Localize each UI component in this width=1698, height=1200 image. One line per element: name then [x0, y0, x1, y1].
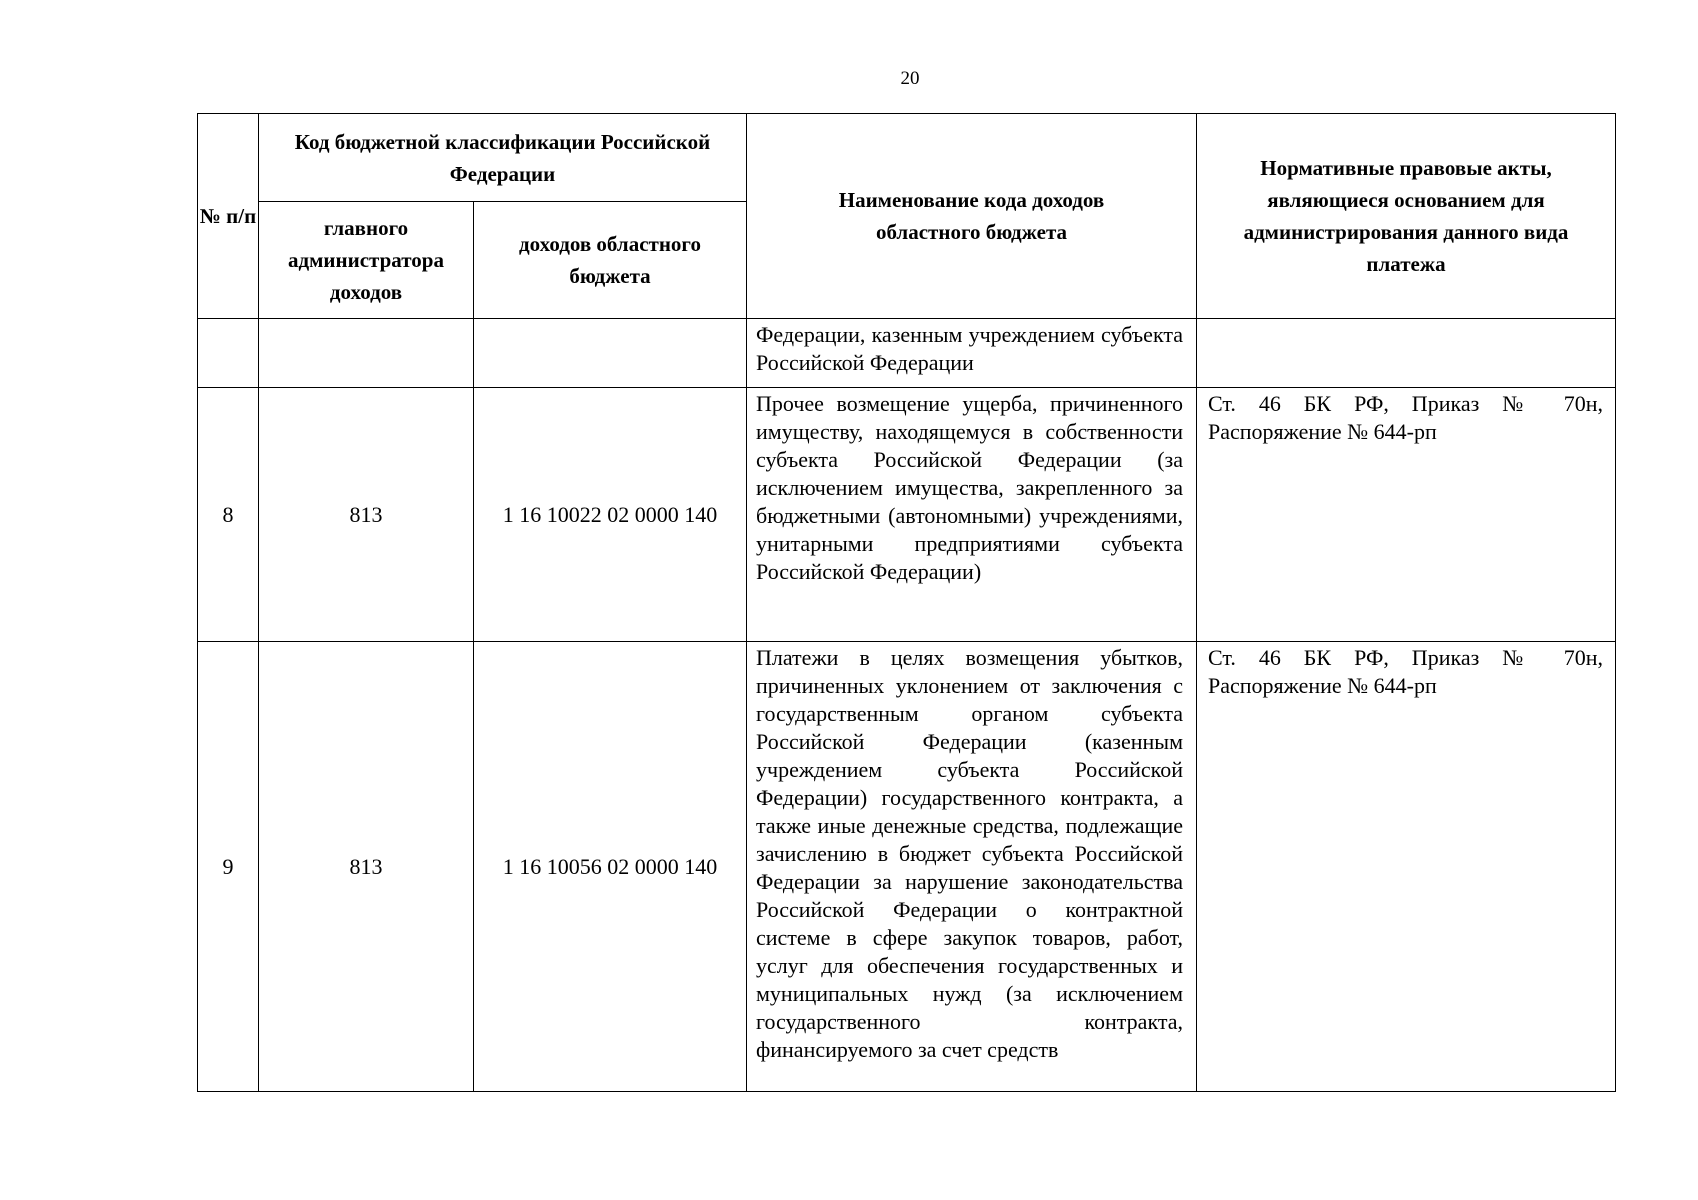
table-row: [198, 319, 1616, 388]
revenue-code: 1 16 10056 02 0000 140: [474, 642, 747, 1092]
revenue-code: [474, 319, 747, 388]
revenue-name-cell: [747, 642, 1197, 1092]
table-row: [198, 388, 1616, 642]
header-legal-acts: Нормативные правовые акты, являющиеся основанием для администрирования данного вида платежа: [1197, 114, 1616, 319]
header-number: № п/п: [198, 114, 259, 319]
chief-admin-code: 813: [259, 388, 474, 642]
revenue-name: Прочее возмещение ущерба, причиненного имуществу, находящемуся в собственности субъекта Российской Федерации (за исключением имущества, закрепленного за бюджетными (автономными) учреждениями, унитарными предприятиями субъекта Российской Федерации): [747, 388, 1197, 642]
revenue-name: Федерации, казенным учреждением субъекта Российской Федерации: [747, 319, 1197, 388]
row-number: 8: [198, 388, 259, 642]
header-kbk-group: Код бюджетной классификации Российской Федерации: [259, 114, 747, 202]
revenue-name: Платежи в целях возмещения убытков, причиненных уклонением от заключения с государственным органом субъекта Российской Федерации (казенным учреждением субъекта Российской Федерации) государственного контракта, а также иные денежные средства, подлежащие зачислению в бюджет субъекта Российской Федерации за нарушение законодательства Российской Федерации о контрактной системе в сфере закупок товаров, работ, услуг для обеспечения государственных и муниципальных нужд (за исключением государственного контракта, финансируемого за счет средств: [756, 645, 1183, 1062]
legal-acts: Ст. 46 БК РФ, Приказ № 70н, Распоряжение № 644-рп: [1197, 642, 1616, 1092]
revenue-code: 1 16 10022 02 0000 140: [474, 388, 747, 642]
chief-admin-code: [259, 319, 474, 388]
legal-acts: Ст. 46 БК РФ, Приказ № 70н, Распоряжение № 644-рп: [1197, 388, 1616, 642]
page-number: 20: [900, 68, 920, 89]
chief-admin-code: 813: [259, 642, 474, 1092]
header-revenue-code: доходов областного бюджета: [474, 202, 747, 319]
header-revenue-name: Наименование кода доходов областного бюджета: [747, 114, 1197, 319]
header-chief-admin: главного администратора доходов: [259, 202, 474, 319]
row-number: [198, 319, 259, 388]
legal-acts: [1197, 319, 1616, 388]
budget-classification-table: [197, 113, 1616, 1092]
row-number: 9: [198, 642, 259, 1092]
table-row: [198, 642, 1616, 1092]
